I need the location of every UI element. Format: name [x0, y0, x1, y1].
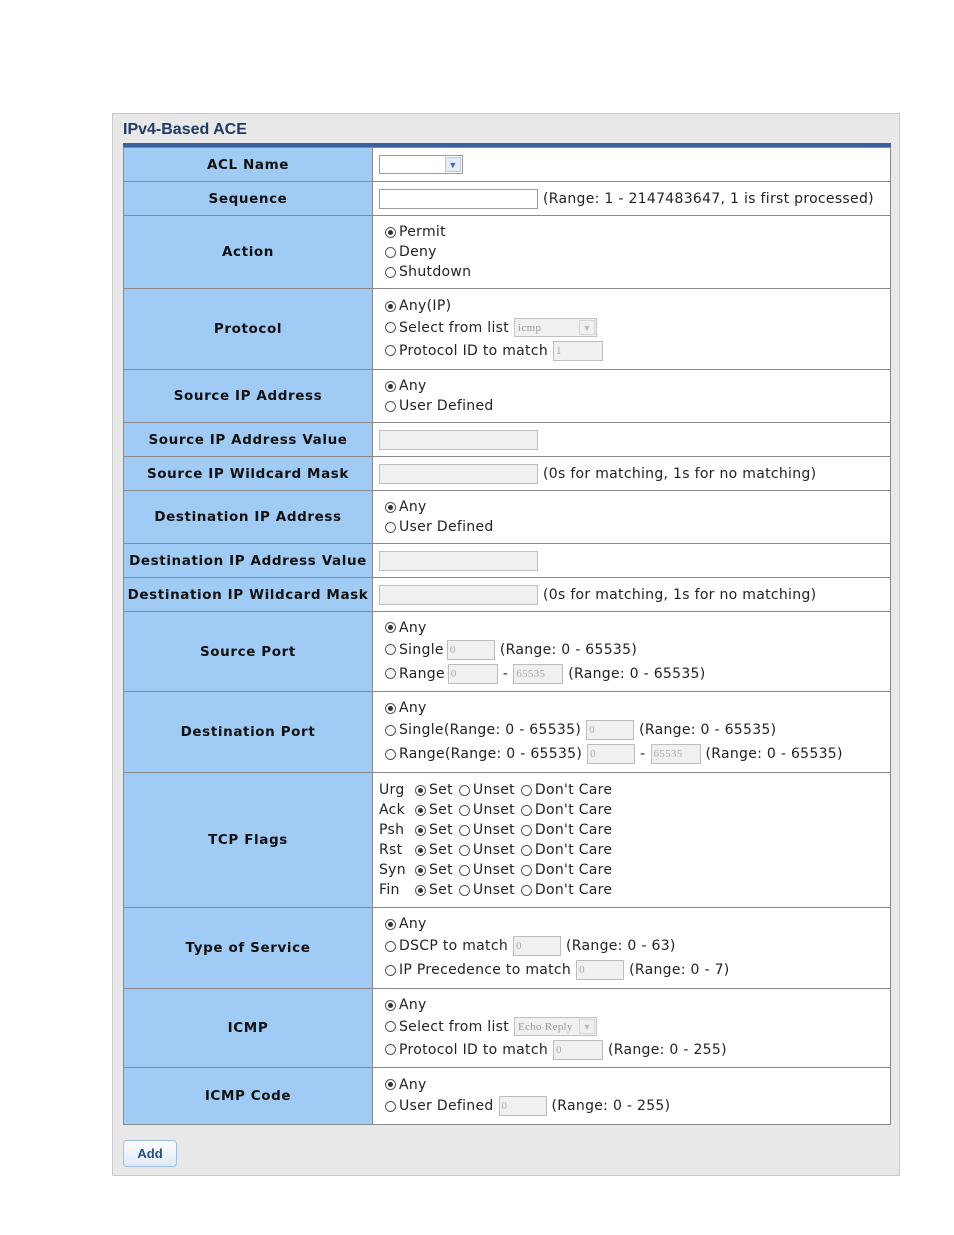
ack-unset-label: Unset — [472, 802, 515, 818]
row-destination-port — [124, 692, 891, 773]
icmp-list-radio[interactable] — [385, 1021, 396, 1032]
tos-precedence-label: IP Precedence to match — [399, 962, 572, 978]
tcp-flag-syn — [379, 860, 890, 880]
fin-set-label: Set — [429, 882, 453, 898]
destination-ip-value-input[interactable] — [379, 551, 538, 571]
icmp-code-user-label: User Defined — [399, 1098, 494, 1114]
ace-form-table — [123, 147, 891, 1125]
icmp-id-label: Protocol ID to match — [399, 1041, 549, 1058]
row-protocol — [124, 289, 891, 370]
tcp-flag-name: Psh — [379, 822, 405, 838]
tcp-flag-psh — [379, 820, 890, 840]
destination-ip-mask-input[interactable] — [379, 585, 538, 605]
action-deny-radio[interactable] — [385, 247, 396, 258]
action-shutdown-radio[interactable] — [385, 267, 396, 278]
psh-dontcare-label: Don't Care — [534, 822, 613, 838]
icmp-list-label: Select from list — [399, 1018, 510, 1035]
syn-set-radio[interactable] — [415, 865, 426, 876]
action-label: Action — [124, 216, 373, 289]
icmp-label: ICMP — [124, 989, 373, 1068]
destination-port-range-label: Range(Range: 0 - 65535) — [399, 746, 583, 762]
sequence-input[interactable] — [379, 189, 538, 209]
source-port-range-label: Range — [399, 665, 445, 682]
destination-ip-label: Destination IP Address — [124, 491, 373, 544]
acl-name-select[interactable] — [379, 155, 463, 174]
rst-unset-label: Unset — [472, 842, 515, 858]
chevron-down-icon: ▼ — [579, 1019, 595, 1034]
source-port-single-label: Single — [399, 641, 444, 658]
source-ip-user-radio[interactable] — [385, 401, 396, 412]
syn-unset-label: Unset — [472, 862, 515, 878]
source-port-range-from-input[interactable]: 0 — [448, 664, 498, 684]
icmp-code-label: ICMP Code — [124, 1068, 373, 1125]
protocol-list-radio[interactable] — [385, 322, 396, 333]
icmp-code-any-radio[interactable] — [385, 1079, 396, 1090]
tos-any-label: Any — [399, 916, 427, 932]
action-permit-label: Permit — [399, 224, 446, 240]
row-acl-name — [124, 148, 891, 182]
syn-set-label: Set — [429, 862, 453, 878]
row-destination-ip-value — [124, 544, 891, 578]
icmp-code-input[interactable]: 0 — [499, 1096, 547, 1116]
destination-ip-mask-note: (0s for matching, 1s for no matching) — [543, 586, 817, 603]
icmp-list-value: Echo Reply — [518, 1020, 573, 1033]
tcp-flag-name: Ack — [379, 802, 406, 818]
icmp-code-note: (Range: 0 - 255) — [551, 1098, 671, 1114]
source-ip-any-radio[interactable] — [385, 381, 396, 392]
destination-port-range-note: (Range: 0 - 65535) — [705, 746, 843, 762]
ack-dontcare-radio[interactable] — [521, 805, 532, 816]
destination-port-label: Destination Port — [124, 692, 373, 773]
rst-set-label: Set — [429, 842, 453, 858]
destination-port-single-note: (Range: 0 - 65535) — [639, 722, 777, 738]
protocol-id-radio[interactable] — [385, 345, 396, 356]
tcp-flag-fin — [379, 880, 890, 900]
tcp-flag-ack — [379, 800, 890, 820]
ipv4-ace-panel — [112, 113, 900, 1176]
psh-unset-label: Unset — [472, 822, 515, 838]
syn-dontcare-radio[interactable] — [521, 865, 532, 876]
icmp-any-radio[interactable] — [385, 1000, 396, 1011]
action-deny-label: Deny — [399, 244, 437, 260]
source-port-any-label: Any — [399, 619, 427, 636]
tos-dscp-note: (Range: 0 - 63) — [566, 938, 676, 954]
icmp-list-select[interactable] — [514, 1017, 597, 1036]
tos-dscp-radio[interactable] — [385, 941, 396, 952]
protocol-id-input[interactable]: 1 — [553, 341, 603, 361]
icmp-code-any-label: Any — [399, 1076, 427, 1093]
protocol-list-select[interactable] — [514, 318, 597, 337]
tcp-flag-name: Urg — [379, 782, 405, 798]
fin-unset-radio[interactable] — [459, 885, 470, 896]
psh-dontcare-radio[interactable] — [521, 825, 532, 836]
tcp-flag-name: Syn — [379, 862, 406, 878]
fin-set-radio[interactable] — [415, 885, 426, 896]
source-port-single-input[interactable]: 0 — [447, 640, 495, 660]
ack-set-radio[interactable] — [415, 805, 426, 816]
source-port-label: Source Port — [124, 612, 373, 692]
destination-ip-any-radio[interactable] — [385, 502, 396, 513]
protocol-list-value: icmp — [518, 321, 542, 334]
urg-dontcare-label: Don't Care — [534, 782, 613, 798]
psh-set-label: Set — [429, 822, 453, 838]
urg-dontcare-radio[interactable] — [521, 785, 532, 796]
psh-unset-radio[interactable] — [459, 825, 470, 836]
chevron-down-icon: ▼ — [445, 157, 461, 172]
destination-ip-user-label: User Defined — [399, 519, 494, 535]
tos-label: Type of Service — [124, 908, 373, 989]
fin-dontcare-radio[interactable] — [521, 885, 532, 896]
row-tcp-flags — [124, 773, 891, 908]
destination-port-range-from-input[interactable]: 0 — [587, 744, 635, 764]
row-destination-ip-mask — [124, 578, 891, 612]
source-ip-user-label: User Defined — [399, 398, 494, 414]
destination-port-range-dash: - — [640, 746, 646, 762]
destination-port-any-radio[interactable] — [385, 703, 396, 714]
destination-port-range-to-input[interactable]: 65535 — [651, 744, 701, 764]
row-source-ip-value — [124, 423, 891, 457]
row-source-ip-mask — [124, 457, 891, 491]
source-port-range-radio[interactable] — [385, 668, 396, 679]
row-type-of-service — [124, 908, 891, 989]
source-port-any-radio[interactable] — [385, 622, 396, 633]
ack-set-label: Set — [429, 802, 453, 818]
row-icmp — [124, 989, 891, 1068]
row-icmp-code — [124, 1068, 891, 1125]
protocol-label: Protocol — [124, 289, 373, 370]
add-button[interactable]: Add — [123, 1140, 177, 1167]
destination-port-range-radio[interactable] — [385, 749, 396, 760]
destination-ip-any-label: Any — [399, 499, 427, 515]
rst-dontcare-label: Don't Care — [534, 842, 613, 858]
source-port-range-note: (Range: 0 - 65535) — [568, 665, 706, 682]
fin-dontcare-label: Don't Care — [534, 882, 613, 898]
source-ip-value-label: Source IP Address Value — [124, 423, 373, 457]
protocol-any-label: Any(IP) — [399, 298, 452, 314]
source-port-single-radio[interactable] — [385, 644, 396, 655]
protocol-any-radio[interactable] — [385, 301, 396, 312]
icmp-id-radio[interactable] — [385, 1044, 396, 1055]
action-permit-radio[interactable] — [385, 227, 396, 238]
tcp-flags-label: TCP Flags — [124, 773, 373, 908]
urg-unset-radio[interactable] — [459, 785, 470, 796]
urg-set-radio[interactable] — [415, 785, 426, 796]
urg-unset-label: Unset — [472, 782, 515, 798]
source-port-range-dash: - — [502, 665, 509, 682]
destination-port-single-radio[interactable] — [385, 725, 396, 736]
row-sequence — [124, 182, 891, 216]
sequence-label: Sequence — [124, 182, 373, 216]
row-destination-ip — [124, 491, 891, 544]
ace-form-frame — [123, 143, 891, 1125]
tos-precedence-note: (Range: 0 - 7) — [629, 962, 730, 978]
tos-dscp-label: DSCP to match — [399, 938, 509, 954]
rst-set-radio[interactable] — [415, 845, 426, 856]
destination-ip-user-radio[interactable] — [385, 522, 396, 533]
ack-dontcare-label: Don't Care — [534, 802, 613, 818]
icmp-code-user-radio[interactable] — [385, 1101, 396, 1112]
tcp-flag-urg — [379, 780, 890, 800]
source-ip-any-label: Any — [399, 378, 427, 394]
destination-port-single-input[interactable]: 0 — [586, 720, 634, 740]
source-ip-mask-input[interactable] — [379, 464, 538, 484]
source-ip-mask-note: (0s for matching, 1s for no matching) — [543, 465, 817, 482]
row-source-port — [124, 612, 891, 692]
sequence-range-note: (Range: 1 - 2147483647, 1 is first processed) — [543, 190, 874, 207]
destination-port-single-label: Single(Range: 0 - 65535) — [399, 722, 582, 738]
tos-precedence-radio[interactable] — [385, 965, 396, 976]
row-action — [124, 216, 891, 289]
source-ip-mask-label: Source IP Wildcard Mask — [124, 457, 373, 491]
action-shutdown-label: Shutdown — [399, 264, 472, 280]
source-port-single-note: (Range: 0 - 65535) — [499, 641, 638, 658]
destination-ip-value-label: Destination IP Address Value — [124, 544, 373, 578]
urg-set-label: Set — [429, 782, 453, 798]
fin-unset-label: Unset — [472, 882, 515, 898]
icmp-any-label: Any — [399, 997, 427, 1013]
tos-any-radio[interactable] — [385, 919, 396, 930]
ack-unset-radio[interactable] — [459, 805, 470, 816]
tcp-flag-name: Fin — [379, 882, 400, 898]
syn-unset-radio[interactable] — [459, 865, 470, 876]
psh-set-radio[interactable] — [415, 825, 426, 836]
tcp-flag-name: Rst — [379, 842, 403, 858]
source-ip-label: Source IP Address — [124, 370, 373, 423]
rst-unset-radio[interactable] — [459, 845, 470, 856]
protocol-id-label: Protocol ID to match — [399, 342, 549, 359]
chevron-down-icon: ▼ — [579, 320, 595, 335]
panel-title: IPv4-Based ACE — [123, 121, 247, 138]
row-source-ip — [124, 370, 891, 423]
protocol-list-label: Select from list — [399, 319, 510, 336]
rst-dontcare-radio[interactable] — [521, 845, 532, 856]
syn-dontcare-label: Don't Care — [534, 862, 613, 878]
acl-name-label: ACL Name — [124, 148, 373, 182]
source-ip-value-input[interactable] — [379, 430, 538, 450]
icmp-id-input[interactable]: 0 — [553, 1040, 603, 1060]
icmp-id-note: (Range: 0 - 255) — [608, 1041, 727, 1058]
tos-dscp-input[interactable]: 0 — [513, 936, 561, 956]
tcp-flag-rst — [379, 840, 890, 860]
source-port-range-to-input[interactable]: 65535 — [513, 664, 563, 684]
destination-ip-mask-label: Destination IP Wildcard Mask — [124, 578, 373, 612]
destination-port-any-label: Any — [399, 700, 427, 716]
tos-precedence-input[interactable]: 0 — [576, 960, 624, 980]
